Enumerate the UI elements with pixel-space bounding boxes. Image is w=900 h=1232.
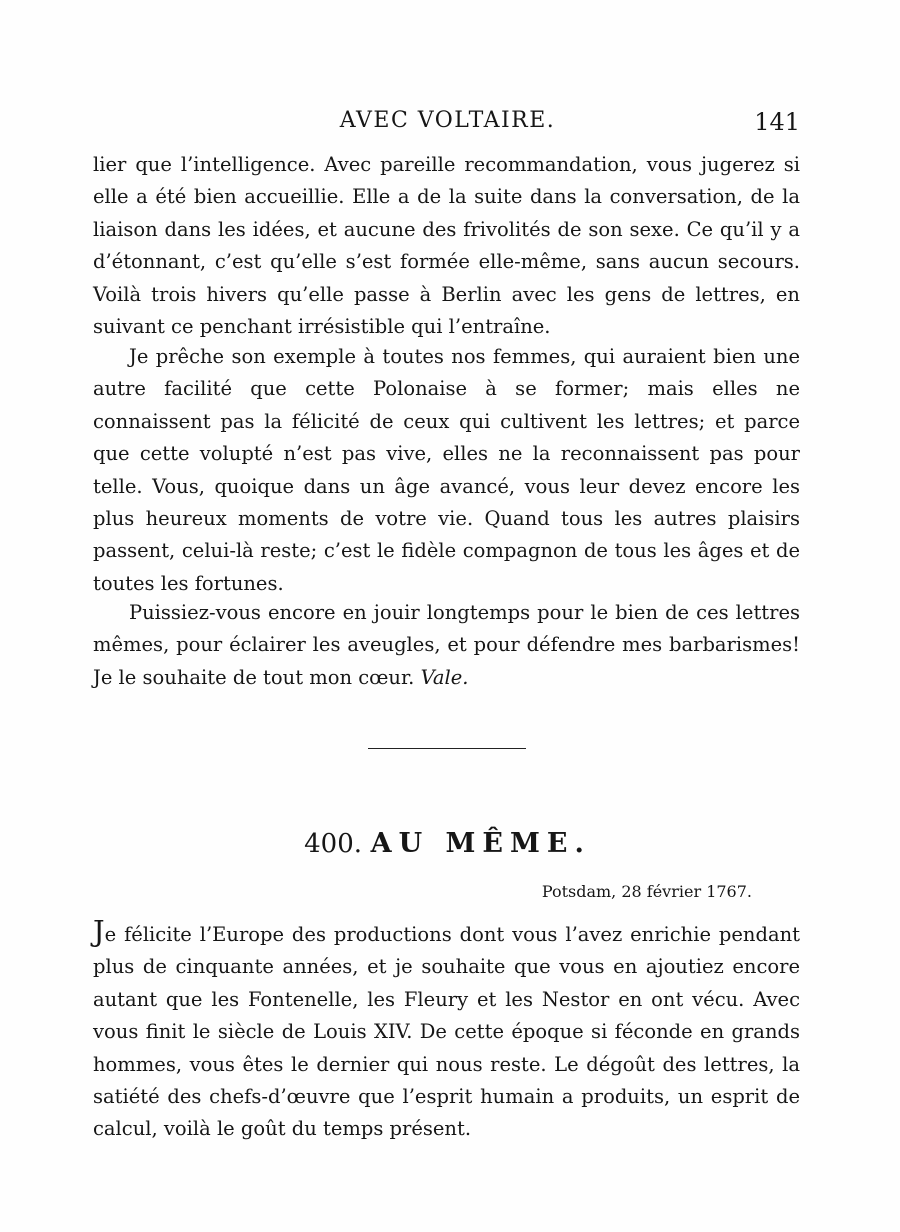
letter-heading [95, 828, 800, 859]
page-number: 141 [754, 108, 800, 136]
letter-paragraph [93, 914, 800, 1146]
paragraph-3 [93, 597, 800, 694]
closing-vale: Vale. [420, 665, 469, 689]
letter-dateline: Potsdam, 28 février 1767. [541, 882, 752, 901]
running-head [95, 108, 800, 138]
section-divider [368, 748, 526, 749]
letter-body [93, 914, 800, 1146]
letter-text: e félicite l’Europe des productions dont vous l’avez enrichie pendant plus de cinquante années, et je souhaite que vous en ajoutiez encore autant que les Fontenelle, les Fleury et les Nestor en ont vécu. Avec vous finit le siècle de Louis XIV. De cette époque si féconde en grands hommes, vous êtes le dernier qui nous reste. Le dégoût des lettres, la satiété des chefs-d’œuvre que l’esprit humain a produits, un esprit de calcul, voilà le goût du temps présent. [93, 923, 800, 1141]
paragraph-continued [93, 149, 800, 343]
paragraph-1: lier que l’intelligence. Avec pareille recommandation, vous jugerez si elle a été bien accueillie. Elle a de la suite dans la conversation, de la liaison dans les idées, et aucune des frivolités de son sexe. Ce qu’il y a d’étonnant, c’est qu’elle s’est formée elle-même, sans aucun secours. Voilà trois hivers qu’elle passe à Berlin avec les gens de lettres, en suivant ce penchant irrésistible qui l’entraîne. [93, 153, 800, 339]
letter-number: 400. [304, 829, 363, 859]
paragraph-block-3 [93, 597, 800, 694]
paragraph-2: Je prêche son exemple à toutes nos femmes, qui auraient bien une autre facilité que cette Polonaise à se former; mais elles ne connaissent pas la félicité de ceux qui cultivent les lettres; et parce que cette volupté n’est pas vive, elles ne la reconnaissent pas pour telle. Vous, quoique dans un âge avancé, vous leur devez encore les plus heureux moments de votre vie. Quand tous les autres plaisirs passent, celui-là reste; c’est le fidèle compagnon de tous les âges et de toutes les fortunes. [93, 345, 800, 595]
paragraph-block-2 [93, 341, 800, 600]
letter-recipient: AU MÊME. [370, 828, 591, 859]
opening-initial: J [93, 914, 105, 948]
paragraph-3-text: Puissiez-vous encore en jouir longtemps pour le bien de ces lettres mêmes, pour éclairer les aveugles, et pour défendre mes barbarismes! Je le souhaite de tout mon cœur. [93, 601, 800, 689]
running-title: AVEC VOLTAIRE. [339, 108, 556, 133]
